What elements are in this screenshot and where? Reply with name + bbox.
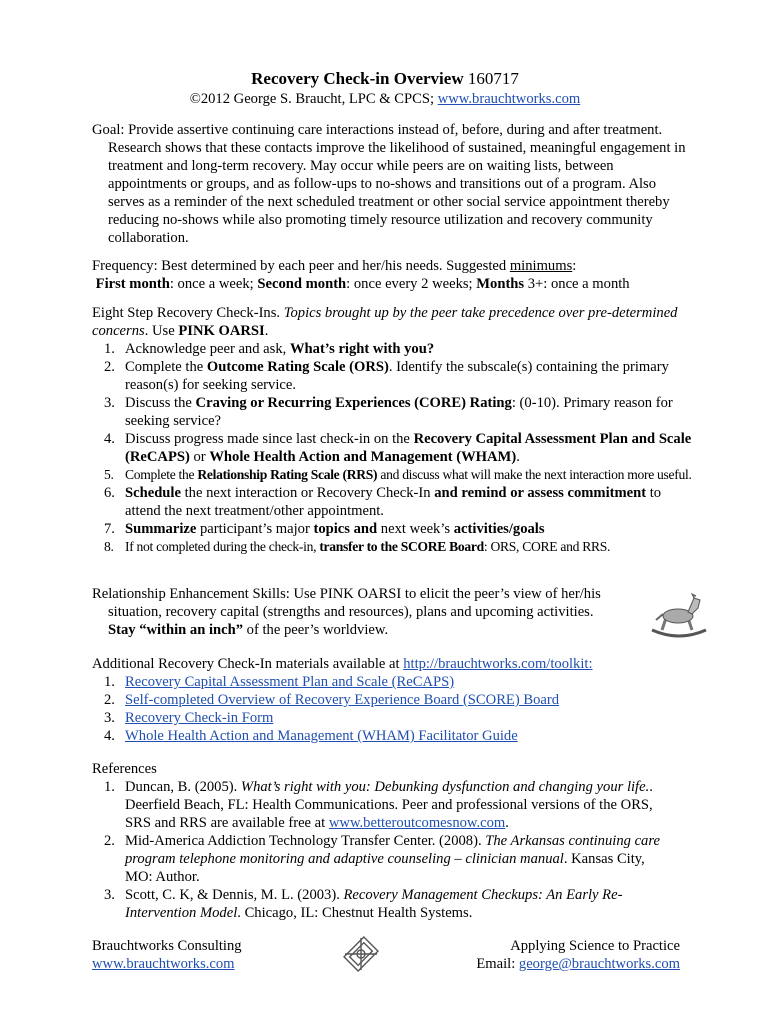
item-number: 3. (104, 395, 115, 411)
item-text: If not completed during the check-in, (125, 539, 320, 554)
ref-text: . Chicago, IL: Chestnut Health Systems. (237, 905, 473, 921)
materials-list (92, 673, 692, 745)
item-text: the next interaction or Recovery Check-In (180, 485, 435, 501)
relationship-text: Relationship Enhancement Skills: Use PINK OARSI to elicit the peer’s view of her/his situation, recovery capital (strengths and resources), plans and upcoming activities. (92, 586, 601, 620)
item-number: 6. (104, 485, 115, 501)
item-text: Complete the (125, 359, 207, 375)
list-item (92, 538, 697, 556)
eight-step-dot: . (264, 323, 269, 339)
frequency-section (92, 257, 692, 293)
ref-text: . (505, 815, 509, 831)
footer-website-link[interactable]: www.brauchtworks.com (92, 956, 235, 972)
item-number: 5. (104, 467, 114, 482)
first-month-label: First month (95, 276, 170, 292)
second-month-value: : once every 2 weeks; (346, 276, 477, 292)
list-item (92, 727, 692, 745)
relationship-stay: Stay “within an inch” (108, 622, 244, 638)
item-number: 8. (104, 539, 114, 554)
item-number: 1. (104, 674, 115, 690)
item-bold: and remind or assess commitment (434, 485, 647, 501)
references-list (92, 778, 672, 922)
list-item (92, 520, 697, 538)
item-number: 3. (104, 710, 115, 726)
item-bold: Craving or Recurring Experiences (CORE) Rating (195, 395, 512, 411)
item-text: Complete the (125, 467, 198, 482)
score-board-link[interactable]: Self-completed Overview of Recovery Experience Board (SCORE) Board (125, 692, 560, 708)
goal-section (92, 121, 692, 247)
eight-step-italic: Topics brought up by the peer take precedence over pre-determined concerns (92, 305, 678, 339)
rocking-horse-icon (648, 590, 710, 640)
footer-tagline: Applying Science to Practice (510, 938, 680, 954)
item-text: . (516, 449, 520, 465)
list-item (92, 778, 672, 832)
item-bold: Whole Health Action and Management (WHAM) (209, 449, 517, 465)
item-text: next week’s (377, 521, 454, 537)
item-number: 1. (104, 779, 115, 795)
toolkit-link[interactable]: http://brauchtworks.com/toolkit: (403, 656, 593, 672)
frequency-colon: : (572, 258, 577, 274)
title-code: 160717 (467, 69, 519, 88)
item-text: or (189, 449, 210, 465)
eight-step-oarsi: PINK OARSI (178, 323, 265, 339)
title-main: Recovery Check-in Overview (251, 69, 464, 88)
wham-guide-link[interactable]: Whole Health Action and Management (WHAM) Facilitator Guide (125, 728, 518, 744)
list-item (92, 394, 697, 430)
materials-intro: Additional Recovery Check-In materials available at (92, 656, 404, 672)
ref-text: . Kansas City, MO: Author. (125, 851, 645, 885)
list-item (92, 709, 692, 727)
goal-text: Provide assertive continuing care interactions instead of, before, during and after treatment. Research shows that these contacts improve the likelihood of sustained, meaningful engagement in treatment and long-term recovery. May occur while peers are on waiting lists, between appointments or groups, and as follow-ups to no-shows and transitions out of a program. Also serves as a reminder of the next scheduled treatment or other social service appointment thereby reducing no-shows while also promoting timely resource utilization and recovery community collaboration. (108, 122, 686, 246)
item-text: Discuss the (125, 395, 196, 411)
list-item (92, 340, 697, 358)
betteroutcomes-link[interactable]: www.betteroutcomesnow.com (328, 815, 506, 831)
list-item (92, 673, 692, 691)
item-text: to attend the next treatment/other appointment. (125, 485, 662, 519)
list-item (92, 466, 697, 484)
footer-company: Brauchtworks Consulting (92, 938, 242, 954)
item-number: 3. (104, 887, 115, 903)
footer-email-link[interactable]: george@brauchtworks.com (518, 956, 680, 972)
list-item (92, 832, 672, 886)
knot-logo-icon (333, 934, 389, 974)
eight-step-section (92, 304, 697, 556)
copyright-line (0, 90, 770, 108)
references-section (92, 760, 672, 922)
footer-email-label: Email: (476, 956, 519, 972)
months-label: Months (476, 276, 525, 292)
item-bold: activities/goals (453, 521, 545, 537)
ref-text: Scott, C. K, & Dennis, M. L. (2003). (125, 887, 344, 903)
materials-section (92, 655, 692, 745)
goal-label: Goal: (92, 122, 129, 138)
relationship-section (92, 585, 632, 639)
months-value: 3+: once a month (524, 276, 630, 292)
item-text: . Identify the subscale(s) containing the primary reason(s) for seeking service. (125, 359, 669, 393)
frequency-text: Frequency: Best determined by each peer and her/his needs. Suggested (92, 258, 510, 274)
item-number: 2. (104, 833, 115, 849)
list-item (92, 358, 697, 394)
recaps-link[interactable]: Recovery Capital Assessment Plan and Scale (ReCAPS) (125, 674, 455, 690)
ref-text: . Deerfield Beach, FL: Health Communications. Peer and professional versions of the ORS, SRS and RRS are available free at (125, 779, 653, 831)
list-item (92, 691, 692, 709)
copyright-link[interactable]: www.brauchtworks.com (437, 91, 581, 107)
ref-title: Recovery Management Checkups: An Early Re-Intervention Model (125, 887, 623, 921)
eight-step-use: . Use (144, 323, 179, 339)
list-item (92, 430, 697, 466)
list-item (92, 484, 697, 520)
item-text: : (0-10). Primary reason for seeking service? (125, 395, 673, 429)
item-text: : ORS, CORE and RRS. (483, 539, 611, 554)
item-bold: Schedule (125, 485, 181, 501)
item-text: and discuss what will make the next interaction more useful. (377, 467, 692, 482)
ref-title: What’s right with you: Debunking dysfunction and changing your life. (240, 779, 650, 795)
footer-right (476, 937, 680, 973)
item-number: 7. (104, 521, 115, 537)
list-item (92, 886, 672, 922)
footer-left (92, 937, 242, 973)
item-bold: Relationship Rating Scale (RRS) (197, 467, 378, 482)
frequency-minimums: minimums (509, 258, 573, 274)
item-number: 2. (104, 359, 115, 375)
page-title (0, 69, 770, 89)
item-bold: Summarize (125, 521, 197, 537)
item-bold: What’s right with you? (289, 341, 435, 357)
item-text: participant’s major (196, 521, 314, 537)
ref-title: The Arkansas continuing care program telephone monitoring and adaptive counseling – clinician manual (125, 833, 660, 867)
references-heading: References (92, 761, 157, 777)
first-month-value: : once a week; (169, 276, 258, 292)
eight-step-list (92, 340, 697, 556)
ref-text: Mid-America Addiction Technology Transfer Center. (2008). (125, 833, 486, 849)
relationship-stay-rest: of the peer’s worldview. (243, 622, 389, 638)
item-number: 1. (104, 341, 115, 357)
item-bold: Recovery Capital Assessment Plan and Scale (ReCAPS) (125, 431, 692, 465)
item-number: 2. (104, 692, 115, 708)
item-text: Discuss progress made since last check-in on the (125, 431, 414, 447)
item-number: 4. (104, 431, 115, 447)
item-bold: Outcome Rating Scale (ORS) (206, 359, 389, 375)
copyright-text: ©2012 George S. Braucht, LPC & CPCS; (189, 91, 438, 107)
item-text: Acknowledge peer and ask, (125, 341, 290, 357)
checkin-form-link[interactable]: Recovery Check-in Form (125, 710, 274, 726)
item-bold: topics and (313, 521, 378, 537)
footer-email-line (476, 955, 680, 973)
ref-text: Duncan, B. (2005). (125, 779, 241, 795)
item-number: 4. (104, 728, 115, 744)
eight-step-intro: Eight Step Recovery Check-Ins. (92, 305, 284, 321)
item-bold: transfer to the SCORE Board (319, 539, 484, 554)
second-month-label: Second month (257, 276, 347, 292)
